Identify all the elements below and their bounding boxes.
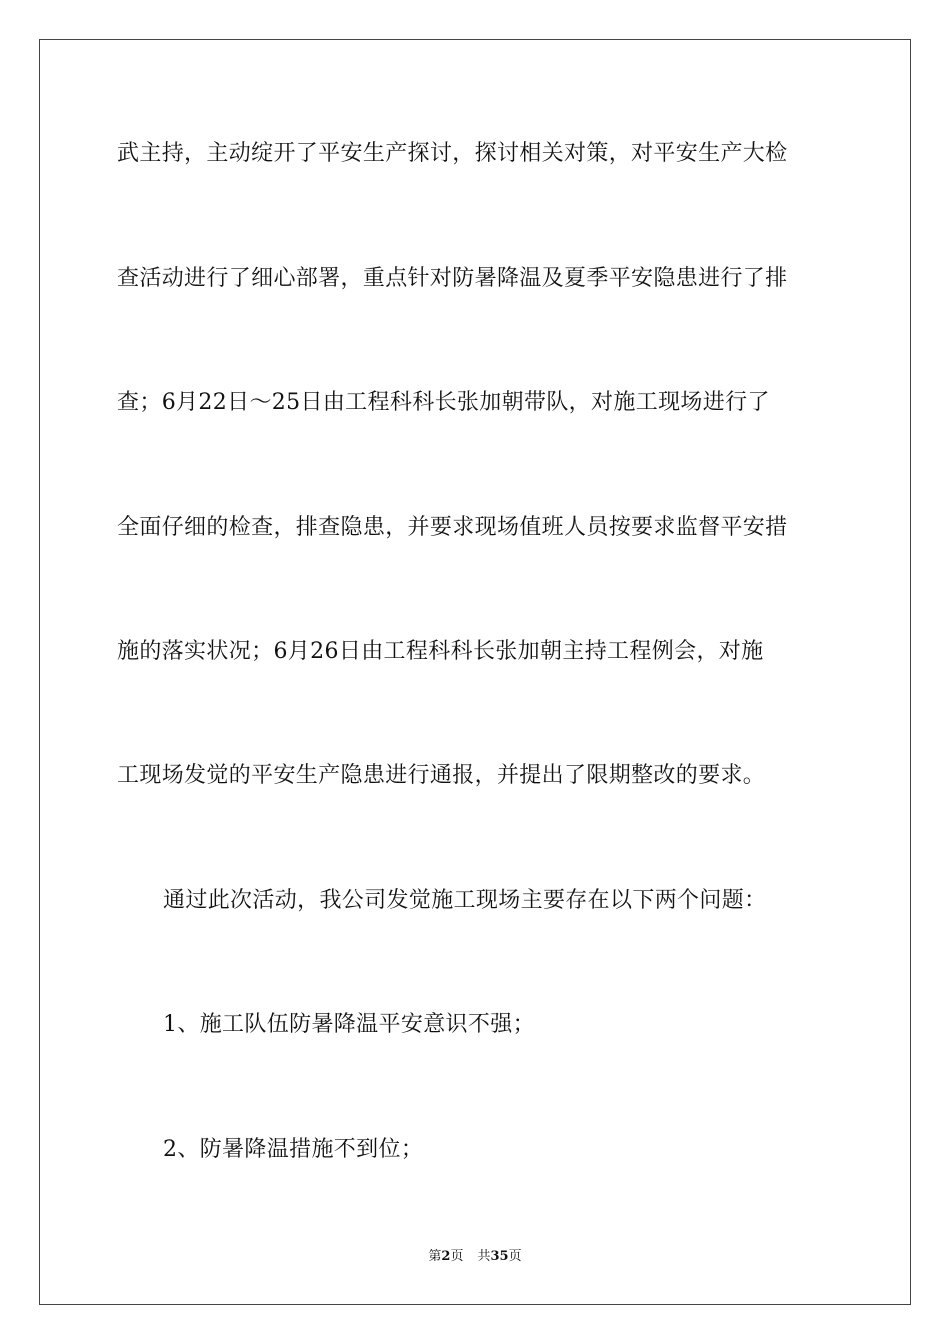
body-text-line: 武主持，主动绽开了平安生产探讨，探讨相关对策，对平安生产大检 (117, 141, 788, 166)
footer-page-suffix: 页 (450, 1249, 464, 1264)
footer-total-prefix: 共 (477, 1249, 491, 1264)
body-text-line: 查活动进行了细心部署，重点针对防暑降温及夏季平安隐患进行了排 (117, 266, 788, 291)
page-border (39, 39, 911, 1305)
body-text-line: 全面仔细的检查，排查隐患，并要求现场值班人员按要求监督平安措 (117, 515, 788, 540)
body-text-line: 工现场发觉的平安生产隐患进行通报，并提出了限期整改的要求。 (117, 763, 766, 788)
footer-page-prefix: 第 (428, 1249, 442, 1264)
footer-total-suffix: 页 (508, 1249, 522, 1264)
footer-page-number: 2 (441, 1249, 451, 1264)
list-item: 1、施工队伍防暑降温平安意识不强； (163, 1012, 535, 1037)
body-text-line: 施的落实状况；6月26日由工程科科长张加朝主持工程例会，对施 (117, 639, 764, 664)
list-item: 2、防暑降温措施不到位； (163, 1137, 424, 1162)
page-footer (0, 1248, 950, 1266)
body-text-line: 查；6月22日～25日由工程科科长张加朝带队，对施工现场进行了 (117, 390, 770, 415)
footer-total-pages: 35 (490, 1249, 509, 1264)
body-paragraph: 通过此次活动，我公司发觉施工现场主要存在以下两个问题： (163, 888, 767, 913)
